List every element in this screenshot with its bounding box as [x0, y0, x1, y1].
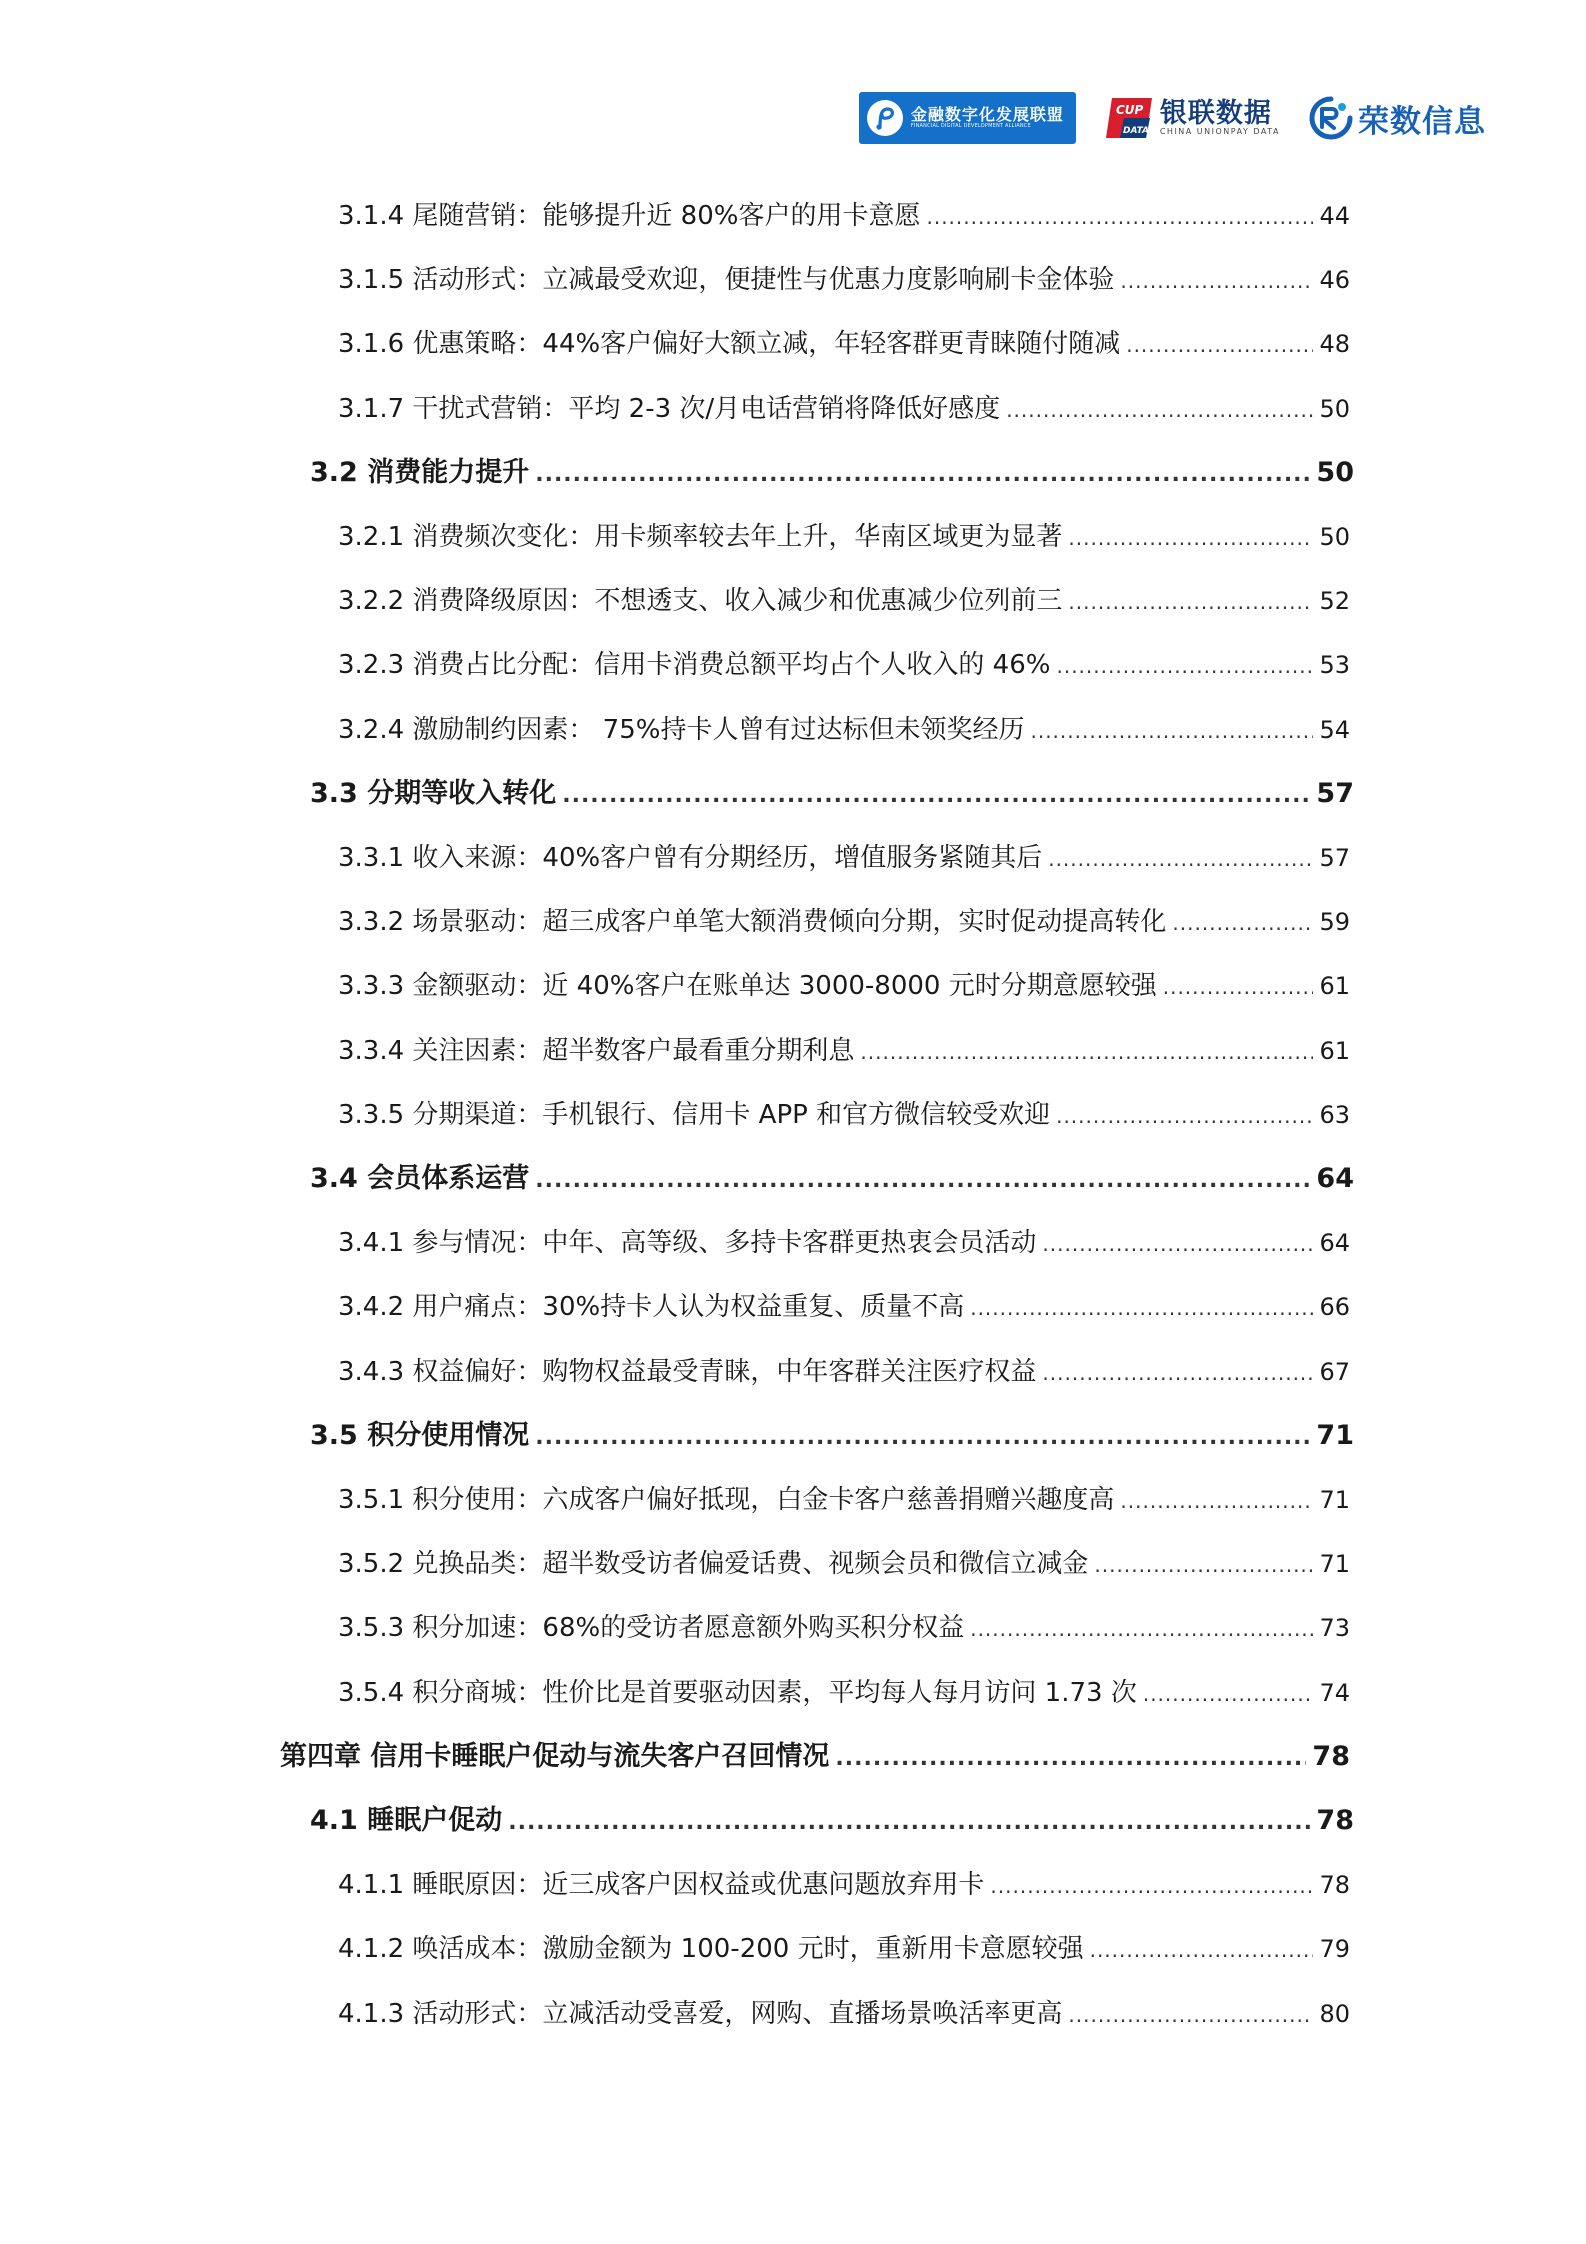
toc-entry-title: 3.3.1 收入来源：40%客户曾有分期经历，增值服务紧随其后 — [338, 843, 1043, 873]
toc-dot-leader — [1048, 839, 1313, 879]
toc-entry-chapter[interactable] — [280, 1737, 1350, 1777]
toc-entry-sub[interactable] — [338, 966, 1350, 1006]
toc-entry-sub[interactable] — [338, 517, 1350, 557]
toc-dot-leader — [535, 1418, 1310, 1458]
toc-entry-page-number: 46 — [1319, 266, 1350, 295]
toc-dot-leader — [1006, 390, 1313, 430]
rongshu-name-cn: 荣数信息 — [1358, 103, 1486, 140]
toc-entry-title: 3.5.2 兑换品类：超半数受访者偏爱话费、视频会员和微信立减金 — [338, 1549, 1089, 1580]
toc-dot-leader — [860, 1032, 1313, 1072]
cup-name-cn: 银联数据 — [1159, 97, 1272, 129]
toc-entry-title: 3.4.3 权益偏好：购物权益最受青睐，中年客群关注医疗权益 — [338, 1356, 1037, 1387]
toc-dot-leader — [1068, 1995, 1313, 2035]
toc-dot-leader — [970, 1609, 1313, 1649]
toc-entry-page-number: 52 — [1319, 587, 1350, 616]
toc-entry-title: 3.3.2 场景驱动：超三成客户单笔大额消费倾向分期，实时促动提高转化 — [338, 907, 1167, 938]
toc-entry-title: 3.5 积分使用情况 — [310, 1419, 530, 1451]
toc-entry-title: 4.1.2 唤活成本：激励金额为 100-200 元时，重新用卡意愿较强 — [338, 1934, 1084, 1965]
toc-entry-title: 3.5.1 积分使用：六成客户偏好抵现，白金卡客户慈善捐赠兴趣度高 — [338, 1485, 1115, 1515]
toc-entry-page-number: 71 — [1319, 1550, 1350, 1579]
toc-entry-sub[interactable] — [338, 838, 1350, 878]
toc-entry-page-number: 61 — [1319, 1036, 1350, 1065]
toc-entry-sub[interactable] — [338, 196, 1350, 236]
toc-dot-leader — [1120, 261, 1313, 301]
toc-dot-leader — [1056, 646, 1313, 686]
toc-entry-sub[interactable] — [338, 1865, 1350, 1905]
toc-entry-page-number: 54 — [1319, 715, 1350, 744]
toc-entry-page-number: 64 — [1319, 1229, 1350, 1258]
toc-entry-title: 3.4.2 用户痛点：30%持卡人认为权益重复、质量不高 — [338, 1292, 965, 1323]
toc-entry-title: 4.1.3 活动形式：立减活动受喜爱，网购、直播场景唤活率更高 — [338, 1998, 1063, 2029]
toc-entry-sub[interactable] — [338, 1929, 1350, 1969]
toc-entry-title: 3.3.4 关注因素：超半数客户最看重分期利息 — [338, 1035, 855, 1066]
toc-entry-sub[interactable] — [338, 1480, 1350, 1520]
toc-entry-page-number: 57 — [1316, 777, 1354, 809]
alliance-mark-icon — [867, 100, 903, 136]
toc-entry-sub[interactable] — [338, 645, 1350, 685]
toc-entry-page-number: 71 — [1316, 1419, 1354, 1451]
toc-entry-sub[interactable] — [338, 1352, 1350, 1392]
china-unionpay-data-logo — [1104, 96, 1280, 140]
toc-dot-leader — [1042, 1353, 1313, 1393]
toc-entry-title: 4.1 睡眠户促动 — [310, 1805, 503, 1836]
toc-entry-title: 3.3 分期等收入转化 — [310, 777, 557, 809]
toc-entry-sub[interactable] — [338, 1095, 1350, 1135]
toc-entry-sub[interactable] — [338, 902, 1350, 942]
toc-dot-leader — [990, 1866, 1313, 1906]
toc-dot-leader — [535, 455, 1310, 495]
toc-entry-sub[interactable] — [338, 1608, 1350, 1648]
toc-entry-page-number: 67 — [1319, 1357, 1350, 1386]
toc-entry-page-number: 73 — [1319, 1614, 1350, 1643]
toc-entry-page-number: 50 — [1319, 523, 1350, 551]
data-mark-text: DATA — [1122, 126, 1149, 136]
toc-entry-page-number: 78 — [1312, 1740, 1350, 1772]
toc-dot-leader — [508, 1803, 1310, 1843]
toc-entry-section[interactable] — [310, 453, 1354, 493]
toc-entry-title: 3.2.3 消费占比分配：信用卡消费总额平均占个人收入的 46% — [338, 650, 1051, 681]
toc-entry-title: 3.3.3 金额驱动：近 40%客户在账单达 3000-8000 元时分期意愿较强 — [338, 971, 1157, 1002]
toc-entry-sub[interactable] — [338, 260, 1350, 300]
toc-dot-leader — [926, 197, 1313, 237]
toc-entry-title: 3.1.5 活动形式：立减最受欢迎，便捷性与优惠力度影响刷卡金体验 — [338, 265, 1115, 296]
toc-dot-leader — [1056, 1096, 1313, 1136]
toc-entry-sub[interactable] — [338, 389, 1350, 429]
toc-entry-page-number: 79 — [1319, 1935, 1350, 1964]
toc-entry-page-number: 74 — [1319, 1678, 1350, 1707]
alliance-name-cn: 金融数字化发展联盟 — [910, 105, 1064, 125]
toc-entry-sub[interactable] — [338, 1223, 1350, 1263]
toc-entry-page-number: 61 — [1319, 972, 1350, 1001]
toc-entry-sub[interactable] — [338, 1031, 1350, 1071]
toc-dot-leader — [1068, 518, 1313, 558]
toc-entry-section[interactable] — [310, 1801, 1354, 1841]
toc-entry-title: 3.2.1 消费频次变化：用卡频率较去年上升，华南区域更为显著 — [338, 522, 1063, 552]
toc-entry-page-number: 59 — [1319, 908, 1350, 937]
toc-entry-page-number: 63 — [1319, 1100, 1350, 1129]
toc-entry-title: 3.5.4 积分商城：性价比是首要驱动因素，平均每人每月访问 1.73 次 — [338, 1677, 1137, 1708]
toc-entry-title: 3.2 消费能力提升 — [310, 456, 530, 488]
toc-entry-section[interactable] — [310, 774, 1354, 814]
toc-entry-page-number: 78 — [1319, 1871, 1350, 1900]
toc-entry-page-number: 48 — [1319, 330, 1350, 359]
cup-data-mark-icon — [1104, 96, 1154, 140]
toc-entry-sub[interactable] — [338, 1287, 1350, 1327]
toc-entry-sub[interactable] — [338, 710, 1350, 750]
toc-entry-title: 3.2.2 消费降级原因：不想透支、收入减少和优惠减少位列前三 — [338, 586, 1063, 617]
toc-dot-leader — [970, 1288, 1313, 1328]
toc-entry-title: 3.1.4 尾随营销：能够提升近 80%客户的用卡意愿 — [338, 201, 921, 231]
toc-dot-leader — [835, 1739, 1306, 1779]
toc-dot-leader — [1143, 1674, 1314, 1714]
toc-entry-sub[interactable] — [338, 324, 1350, 364]
alliance-name-en: FINANCIAL DIGITAL DEVELOPMENT ALLIANCE — [910, 123, 1031, 130]
toc-entry-page-number: 57 — [1319, 844, 1350, 872]
toc-entry-page-number: 64 — [1316, 1163, 1354, 1194]
toc-entry-page-number: 78 — [1316, 1805, 1354, 1836]
toc-entry-title: 3.5.3 积分加速：68%的受访者愿意额外购买积分权益 — [338, 1613, 965, 1644]
toc-dot-leader — [1068, 582, 1313, 622]
toc-dot-leader — [1172, 903, 1313, 943]
toc-entry-page-number: 50 — [1319, 394, 1350, 423]
alliance-logo — [859, 92, 1076, 144]
toc-entry-sub[interactable] — [338, 1994, 1350, 2034]
toc-entry-title: 3.3.5 分期渠道：手机银行、信用卡 APP 和官方微信较受欢迎 — [338, 1099, 1051, 1130]
cup-mark-text: CUP — [1115, 103, 1144, 117]
page-header — [859, 88, 1486, 148]
toc-entry-title: 第四章 信用卡睡眠户促动与流失客户召回情况 — [280, 1740, 830, 1772]
toc-entry-title: 3.4.1 参与情况：中年、高等级、多持卡客群更热衷会员活动 — [338, 1228, 1037, 1259]
toc-entry-title: 3.1.6 优惠策略：44%客户偏好大额立减，年轻客群更青睐随付随减 — [338, 329, 1121, 360]
toc-entry-page-number: 80 — [1319, 1999, 1350, 2028]
toc-dot-leader — [1163, 967, 1314, 1007]
rongshu-mark-icon — [1308, 95, 1354, 141]
toc-entry-sub[interactable] — [338, 581, 1350, 621]
rongshu-logo — [1308, 95, 1486, 141]
toc-dot-leader — [1042, 1224, 1313, 1264]
toc-entry-title: 4.1.1 睡眠原因：近三成客户因权益或优惠问题放弃用卡 — [338, 1870, 985, 1901]
cup-name-en: CHINA UNIONPAY DATA — [1159, 127, 1280, 137]
toc-entry-title: 3.4 会员体系运营 — [310, 1163, 530, 1194]
toc-entry-section[interactable] — [310, 1416, 1354, 1456]
toc-entry-sub[interactable] — [338, 1544, 1350, 1584]
toc-dot-leader — [1094, 1545, 1313, 1585]
toc-dot-leader — [1030, 711, 1313, 751]
toc-entry-title: 3.1.7 干扰式营销：平均 2-3 次/月电话营销将降低好感度 — [338, 393, 1001, 424]
toc-dot-leader — [535, 1161, 1310, 1201]
toc-entry-page-number: 66 — [1319, 1293, 1350, 1322]
toc-entry-page-number: 50 — [1316, 456, 1354, 488]
toc-entry-title: 3.2.4 激励制约因素： 75%持卡人曾有过达标但未领奖经历 — [338, 714, 1025, 745]
toc-dot-leader — [562, 776, 1310, 816]
toc-entry-sub[interactable] — [338, 1673, 1350, 1713]
toc-dot-leader — [1120, 1481, 1313, 1521]
toc-entry-section[interactable] — [310, 1159, 1354, 1199]
toc-dot-leader — [1090, 1930, 1314, 1970]
toc-dot-leader — [1126, 325, 1313, 365]
toc-entry-page-number: 71 — [1319, 1486, 1350, 1514]
toc-entry-page-number: 44 — [1319, 202, 1350, 230]
toc-entry-page-number: 53 — [1319, 651, 1350, 680]
